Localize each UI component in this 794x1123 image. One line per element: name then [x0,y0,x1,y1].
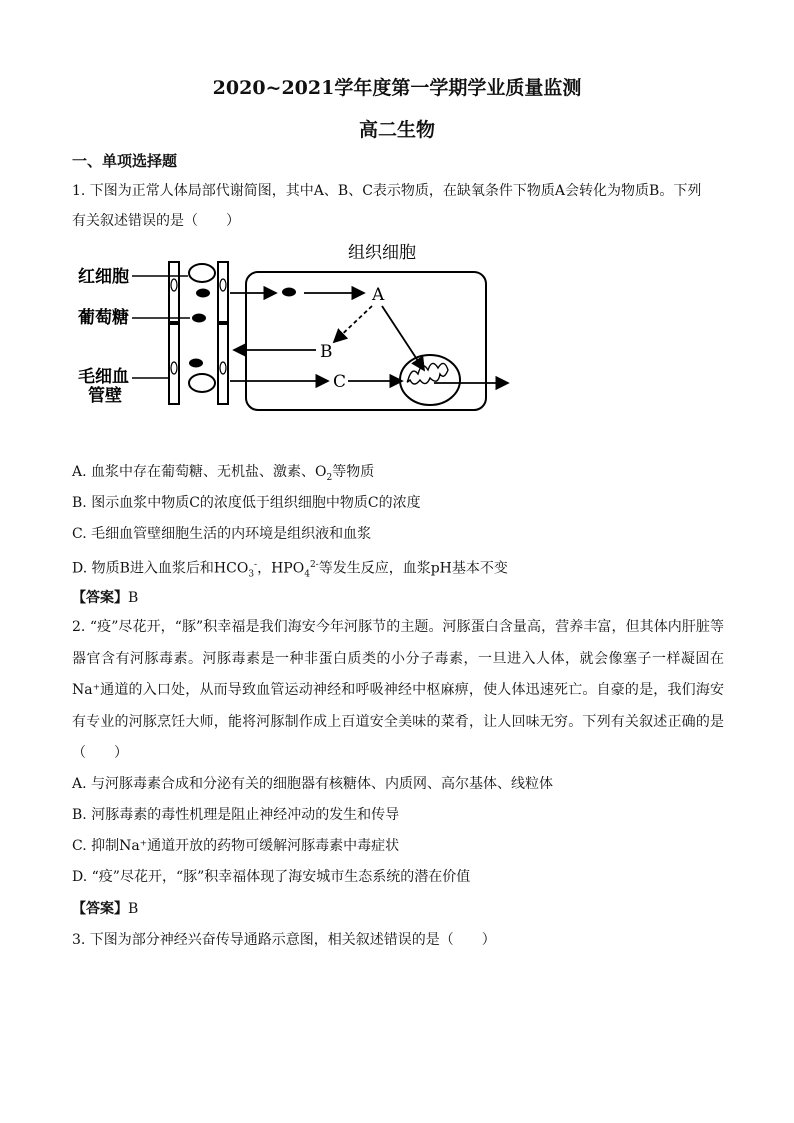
capillary-label-1: 毛细血 [78,367,129,387]
capillary-wall-cell [218,324,228,404]
capillary-wall-cell [169,324,179,404]
wall-nucleus [220,279,226,291]
q1-metabolism-diagram [72,238,522,418]
glucose-dot [192,314,206,323]
page-title: 2020~2021学年度第一学期学业质量监测 [212,77,582,99]
label-b: B [320,342,333,362]
q2-option-b: B. 河豚毒素的毒性机理是阻止神经冲动的发生和传导 [72,807,400,823]
tissue-cell-label: 组织细胞 [348,243,416,263]
a-to-mitochondrion-arrow [382,306,424,370]
a-to-b-dashed-arrow [334,306,372,342]
rbc-label: 红细胞 [78,267,129,287]
label-c: C [333,372,347,392]
capillary-wall-cell [169,262,179,322]
wall-nucleus [220,362,226,374]
q1-option-d: D. 物质B进入血浆后和$HCO_3^-$，$HPO_4^{2-}$等发生反应，血浆pH基本不变 [72,560,508,580]
page-subtitle: 高二生物 [358,119,435,141]
q1-stem-line2: 有关叙述错误的是（ ） [72,213,240,229]
section-heading: 一、单项选择题 [72,152,178,170]
mitochondrion-outer [400,355,460,405]
red-blood-cell [189,264,215,282]
wall-nucleus [171,279,177,291]
q1-option-a: A. 血浆中存在葡萄糖、无机盐、激素、$O_2$等物质 [72,464,375,483]
glucose-label: 葡萄糖 [78,308,129,328]
q2-answer: 【答案】B [72,901,139,917]
substance-b-dot [189,359,203,368]
q3-stem: 3. 下图为部分神经兴奋传导通路示意图，相关叙述错误的是（ ） [72,932,496,948]
label-a: A [372,285,385,305]
mitochondrion-cristae [407,363,448,384]
q1-option-c: C. 毛细血管壁细胞生活的内环境是组织液和血浆 [72,526,372,542]
q2-option-d: D. “疫”尽花开，“豚”积幸福体现了海安城市生态系统的潜在价值 [72,869,471,885]
q1-stem-line1: 1. 下图为正常人体局部代谢简图，其中A、B、C表示物质，在缺氧条件下物质A会转化为物质B。下列 [72,183,702,199]
q1-answer: 【答案】B [72,590,139,606]
glucose-dot [282,288,296,297]
capillary-wall-cell [218,262,228,322]
tissue-cell-shape [246,272,486,410]
q2-option-a: A. 与河豚毒素合成和分泌有关的细胞器有核糖体、内质网、高尔基体、线粒体 [72,776,554,792]
wall-nucleus [171,362,177,374]
capillary-label-2: 管壁 [88,386,122,406]
q1-option-b: B. 图示血浆中物质C的浓度低于组织细胞中物质C的浓度 [72,495,421,511]
q2-stem: 2. “疫”尽花开，“豚”积幸福是我们海安今年河豚节的主题。河豚蛋白含量高，营养丰富，但其体内肝脏等器官含有河豚毒素。河豚毒素是一种非蛋白质类的小分子毒素，一旦进入人体，就会像塞子一样凝固在Na⁺通道的入口处，从而导致血管运动神经和呼吸神经中枢麻痹，使人体迅速死亡。自豪的是，我们海安有专业的河豚烹饪大师，能将河豚制作成上百道安全美味的菜肴，让人回味无穷。下列有关叙述正确的是（ ） [72,619,724,761]
glucose-dot [196,289,210,298]
q2-option-c: C. 抑制Na⁺通道开放的药物可缓解河豚毒素中毒症状 [72,838,400,854]
red-blood-cell [189,374,215,392]
